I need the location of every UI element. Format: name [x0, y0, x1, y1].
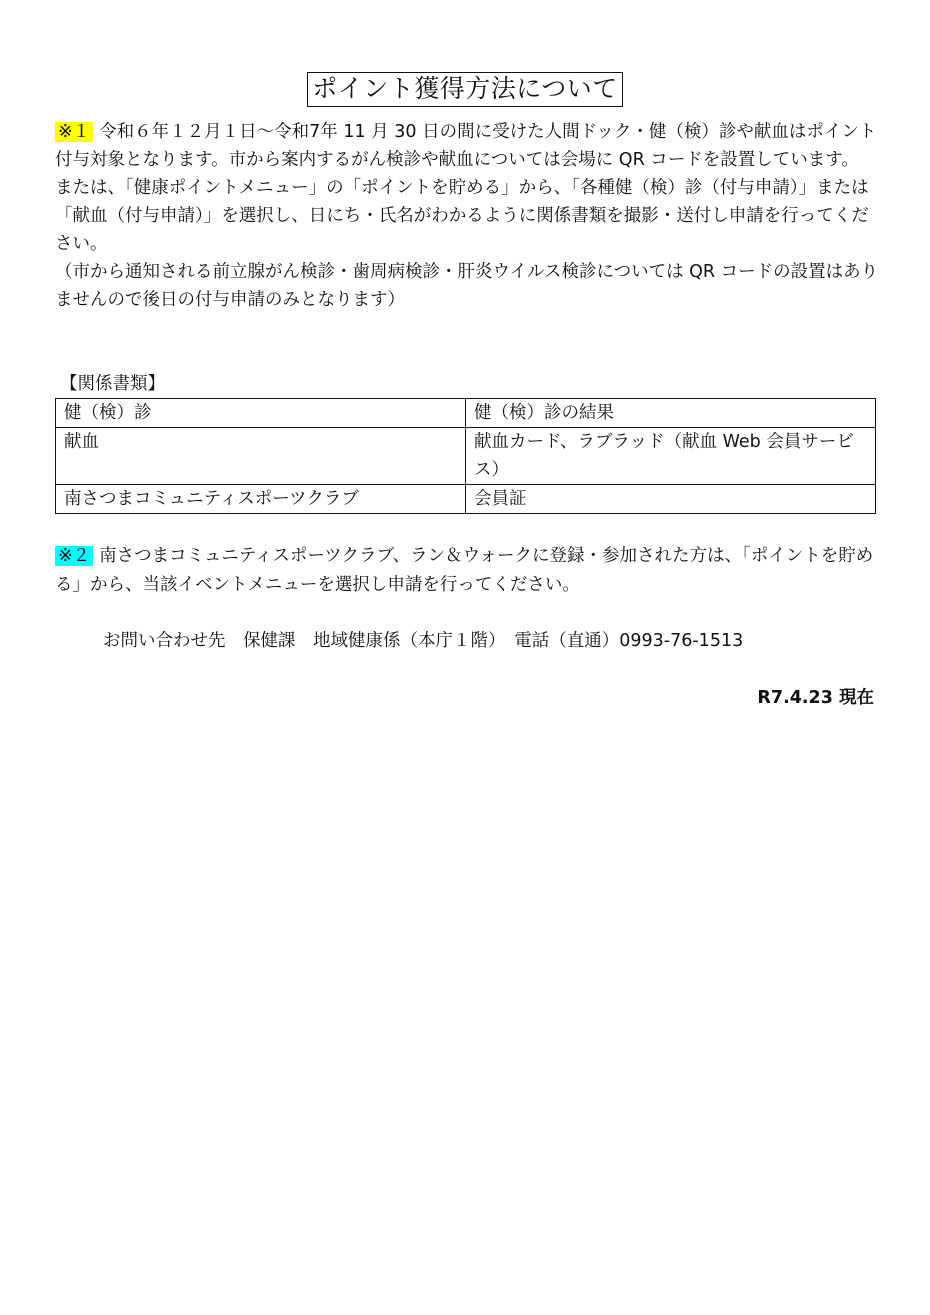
table-cell: 健（検）診の結果 [466, 399, 876, 428]
note-2-text: 南さつまコミュニティスポーツクラブ、ラン＆ウォークに登録・参加された方は、「ポイントを貯める」から、当該イベントメニューを選択し申請を行ってください。 [55, 546, 874, 595]
note-1-paragraph [55, 118, 879, 174]
table-row [56, 399, 876, 428]
page-title: ポイント獲得方法について [307, 72, 623, 107]
contact-info: お問い合わせ先 保健課 地域健康係（本庁１階） 電話（直通）0993-76-1513 [103, 631, 744, 651]
table-cell: 会員証 [466, 485, 876, 514]
note-1-text-2: または、「健康ポイントメニュー」の「ポイントを貯める」から、「各種健（検）診（付与申請）」または「献血（付与申請）」を選択し、日にち・氏名がわかるように関係書類を撮影・送付し申請を行ってください。 [55, 178, 869, 254]
note-1 [55, 118, 879, 314]
note-2 [55, 542, 879, 600]
note-1-text-1: 令和６年１２月１日～令和7年 11 月 30 日の間に受けた人間ドック・健（検）診や献血はポイント付与対象となります。市から案内するがん検診や献血については会場に QR コードを設置しています。 [55, 122, 877, 170]
table-cell: 献血カード、ラブラッド（献血 Web 会員サービス） [466, 428, 876, 485]
table-cell: 献血 [56, 428, 466, 485]
note-1-text-3: （市から通知される前立腺がん検診・歯周病検診・肝炎ウイルス検診については QR コードの設置はありませんので後日の付与申請のみとなります） [55, 262, 879, 310]
table-row [56, 428, 876, 485]
note-1-marker: ※１ [55, 122, 93, 142]
table-cell: 南さつまコミュニティスポーツクラブ [56, 485, 466, 514]
table-cell: 健（検）診 [56, 399, 466, 428]
note-2-marker: ※２ [55, 546, 93, 566]
as-of-date: R7.4.23 現在 [757, 688, 874, 708]
title-area [0, 72, 930, 107]
related-documents-table [55, 398, 876, 514]
table-row [56, 485, 876, 514]
related-documents-label: 【関係書類】 [60, 374, 165, 394]
